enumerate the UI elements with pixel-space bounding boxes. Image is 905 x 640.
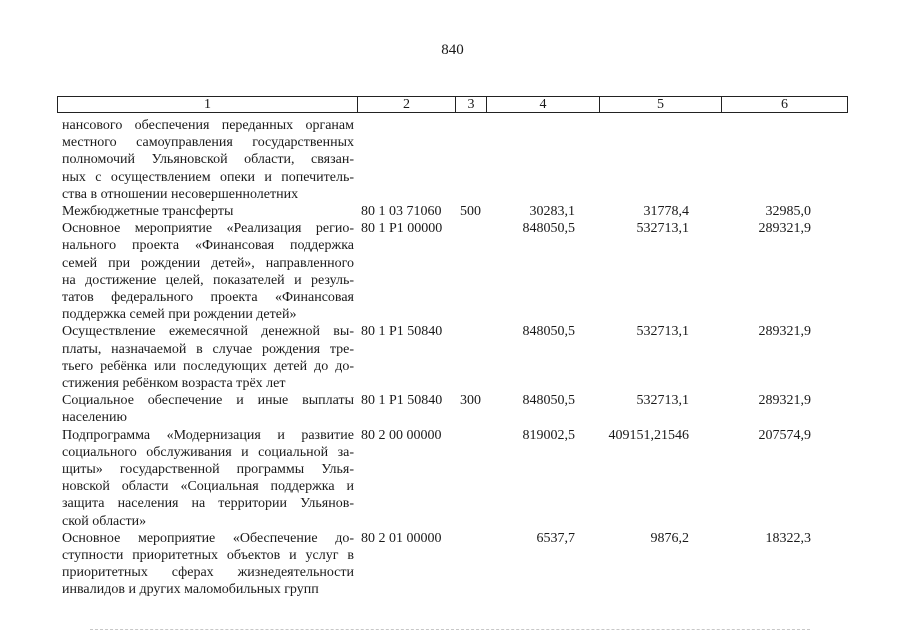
description-line: семей при рождении детей», направленного (62, 255, 354, 271)
description-line: тьего ребёнка или последующих детей до до- (62, 358, 354, 374)
description-line: защита населения на территории Ульянов- (62, 496, 354, 512)
description-line: платы, назначаемой в случае рождения тре- (62, 341, 354, 357)
header-col-2: 2 (358, 97, 456, 112)
header-col-5: 5 (600, 97, 722, 112)
description-line: стижения ребёнком возраста трёх лет (62, 376, 286, 392)
table-row (0, 323, 905, 392)
description-line: Осуществление ежемесячной денежной вы- (62, 324, 354, 340)
table-row (0, 203, 905, 220)
table-row (0, 392, 905, 426)
header-col-1: 1 (58, 97, 358, 112)
row-code: 80 1 P1 50840 (361, 393, 443, 409)
row-value-2021: 207574,9 (758, 427, 811, 443)
row-value-2021: 18322,3 (765, 530, 811, 546)
row-code: 80 2 00 00000 (361, 427, 442, 443)
description-line: Основное мероприятие «Реализация регио- (62, 221, 354, 237)
row-value-2021: 289321,9 (758, 393, 811, 409)
row-expense-type: 300 (460, 393, 481, 409)
description-line: поддержка семей при рождении детей» (62, 307, 297, 323)
row-description (62, 392, 354, 426)
row-value-2020: 9876,2 (650, 530, 689, 546)
row-description (62, 203, 354, 220)
row-expense-type: 500 (460, 204, 481, 220)
description-line: инвалидов и других маломобильных групп (62, 582, 319, 598)
row-value-2019: 819002,5 (522, 427, 575, 443)
row-value-2019: 848050,5 (522, 221, 575, 237)
row-value-2021: 289321,9 (758, 221, 811, 237)
row-value-2020: 532713,1 (636, 221, 689, 237)
description-line: татов федерального проекта «Финансовая (62, 290, 354, 306)
description-line: нансового обеспечения переданных органам (62, 118, 354, 133)
header-col-4: 4 (487, 97, 600, 112)
row-value-2020: 409151,21546 (608, 427, 689, 443)
row-value-2019: 6537,7 (536, 530, 575, 546)
row-value-2021: 32985,0 (765, 204, 811, 220)
description-line: Социальное обеспечение и иные выплаты (62, 393, 354, 409)
bottom-divider (90, 629, 810, 630)
description-line: полномочий Ульяновской области, связан- (62, 152, 354, 168)
row-code: 80 1 03 71060 (361, 204, 442, 220)
description-line: новской области «Социальная поддержка и (62, 479, 354, 495)
description-line: ных с осуществлением опеки и попечитель- (62, 169, 354, 185)
header-col-6: 6 (781, 97, 788, 112)
description-line: нального проекта «Финансовая поддержка (62, 238, 354, 254)
row-value-2019: 848050,5 (522, 324, 575, 340)
row-code: 80 1 P1 50840 (361, 324, 443, 340)
header-col-3: 3 (456, 97, 487, 112)
description-line: социального обслуживания и социальной за- (62, 444, 354, 460)
row-value-2019: 30283,1 (529, 204, 575, 220)
row-code: 80 1 P1 00000 (361, 221, 443, 237)
row-description (62, 117, 354, 203)
row-description (62, 220, 354, 323)
description-line: ступности приоритетных объектов и услуг в (62, 548, 354, 564)
table-row (0, 220, 905, 323)
description-line: ства в отношении несовершеннолетних (62, 186, 299, 202)
description-line: на достижение целей, показателей и резуль- (62, 272, 354, 288)
table-row (0, 117, 905, 203)
table-body (0, 117, 905, 599)
row-description (62, 530, 354, 599)
row-value-2019: 848050,5 (522, 393, 575, 409)
description-line: Основное мероприятие «Обеспечение до- (62, 530, 354, 546)
description-line: местного самоуправления государственных (62, 135, 354, 151)
row-value-2020: 532713,1 (636, 393, 689, 409)
description-line: Межбюджетные трансферты (62, 204, 234, 220)
row-value-2020: 31778,4 (643, 204, 689, 220)
row-value-2020: 532713,1 (636, 324, 689, 340)
row-description (62, 323, 354, 392)
table-row (0, 427, 905, 530)
table-row (0, 530, 905, 599)
description-line: Подпрограмма «Модернизация и развитие (62, 427, 354, 443)
row-value-2021: 289321,9 (758, 324, 811, 340)
row-code: 80 2 01 00000 (361, 530, 442, 546)
description-line: населению (62, 410, 127, 426)
description-line: щиты» государственной программы Улья- (62, 462, 354, 478)
description-line: приоритетных сферах жизнедеятельности (62, 565, 354, 581)
description-line: ской области» (62, 513, 147, 529)
table-header (57, 96, 848, 113)
page-number: 840 (441, 42, 464, 58)
row-description (62, 427, 354, 530)
